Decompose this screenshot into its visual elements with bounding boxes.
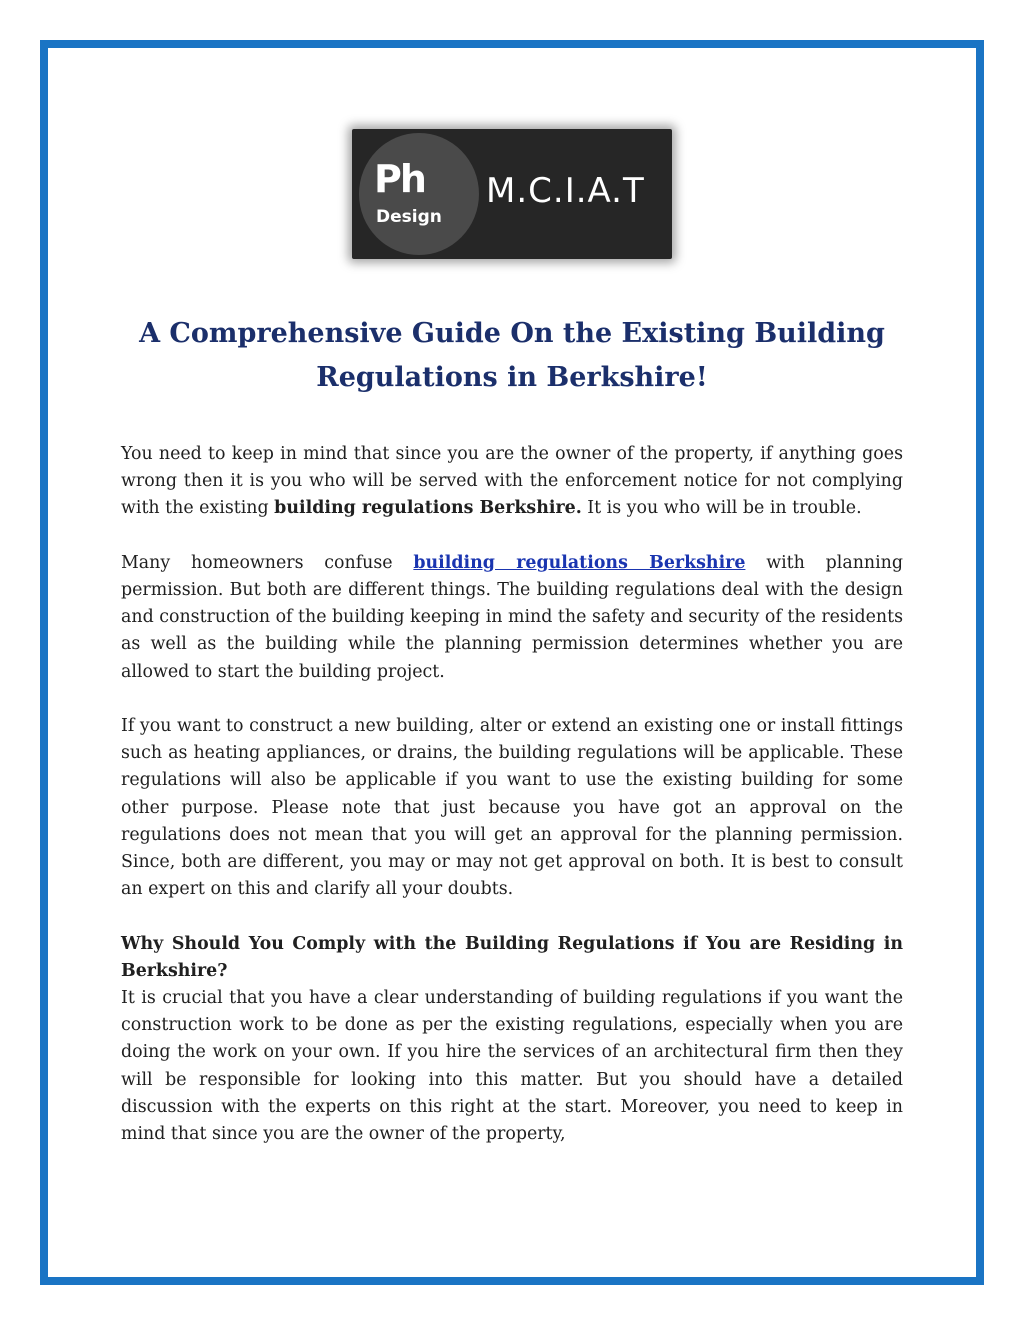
paragraph-1-end: It is you who will be in trouble. (581, 498, 862, 519)
paragraph-2-text: Many homeowners confuse (121, 552, 414, 573)
article-body (121, 441, 903, 1148)
logo-text: M.C.I.A.T (486, 171, 645, 211)
page-title: A Comprehensive Guide On the Existing Building Regulations in Berkshire! (139, 318, 885, 393)
logo-subtext: Design (376, 207, 442, 227)
section-heading: Why Should You Comply with the Building Regulations if You are Residing in Berkshire? (121, 933, 903, 981)
paragraph-1 (121, 441, 903, 523)
building-regulations-link[interactable]: building regulations Berkshire (413, 552, 746, 573)
logo-mark: Ph (374, 157, 425, 201)
keyword-bold: building regulations Berkshire. (274, 498, 582, 519)
paragraph-2 (121, 550, 903, 686)
paragraph-2-end: with planning permission. But both are different things. The building regulations deal with the design and construction of the building keeping in mind the safety and security of the residents as well as the building while the planning permission determines whether you are allowed to start the building project. (121, 552, 903, 682)
company-logo (352, 129, 672, 259)
paragraph-1-text: You need to keep in mind that since you are the owner of the property, if anything goes wrong then it is you who will be served with the enforcement notice for not complying with the existing (121, 444, 903, 519)
paragraph-4: It is crucial that you have a clear understanding of building regulations if you want the construction work to be done as per the existing regulations, especially when you are doing the work on your own. If you hire the services of an architectural firm then they will be responsible for looking into this matter. But you should have a detailed discussion with the experts on this right at the start. Moreover, you need to keep in mind that since you are the owner of the property, (121, 988, 903, 1145)
paragraph-3: If you want to construct a new building, alter or extend an existing one or install fittings such as heating appliances, or drains, the building regulations will be applicable. These regulations will also be applicable if you want to use the existing building for some other purpose. Please note that just because you have got an approval on the regulations does not mean that you will get an approval for the planning permission. Since, both are different, you may or may not get approval on both. It is best to consult an expert on this and clarify all your doubts. (121, 716, 903, 900)
